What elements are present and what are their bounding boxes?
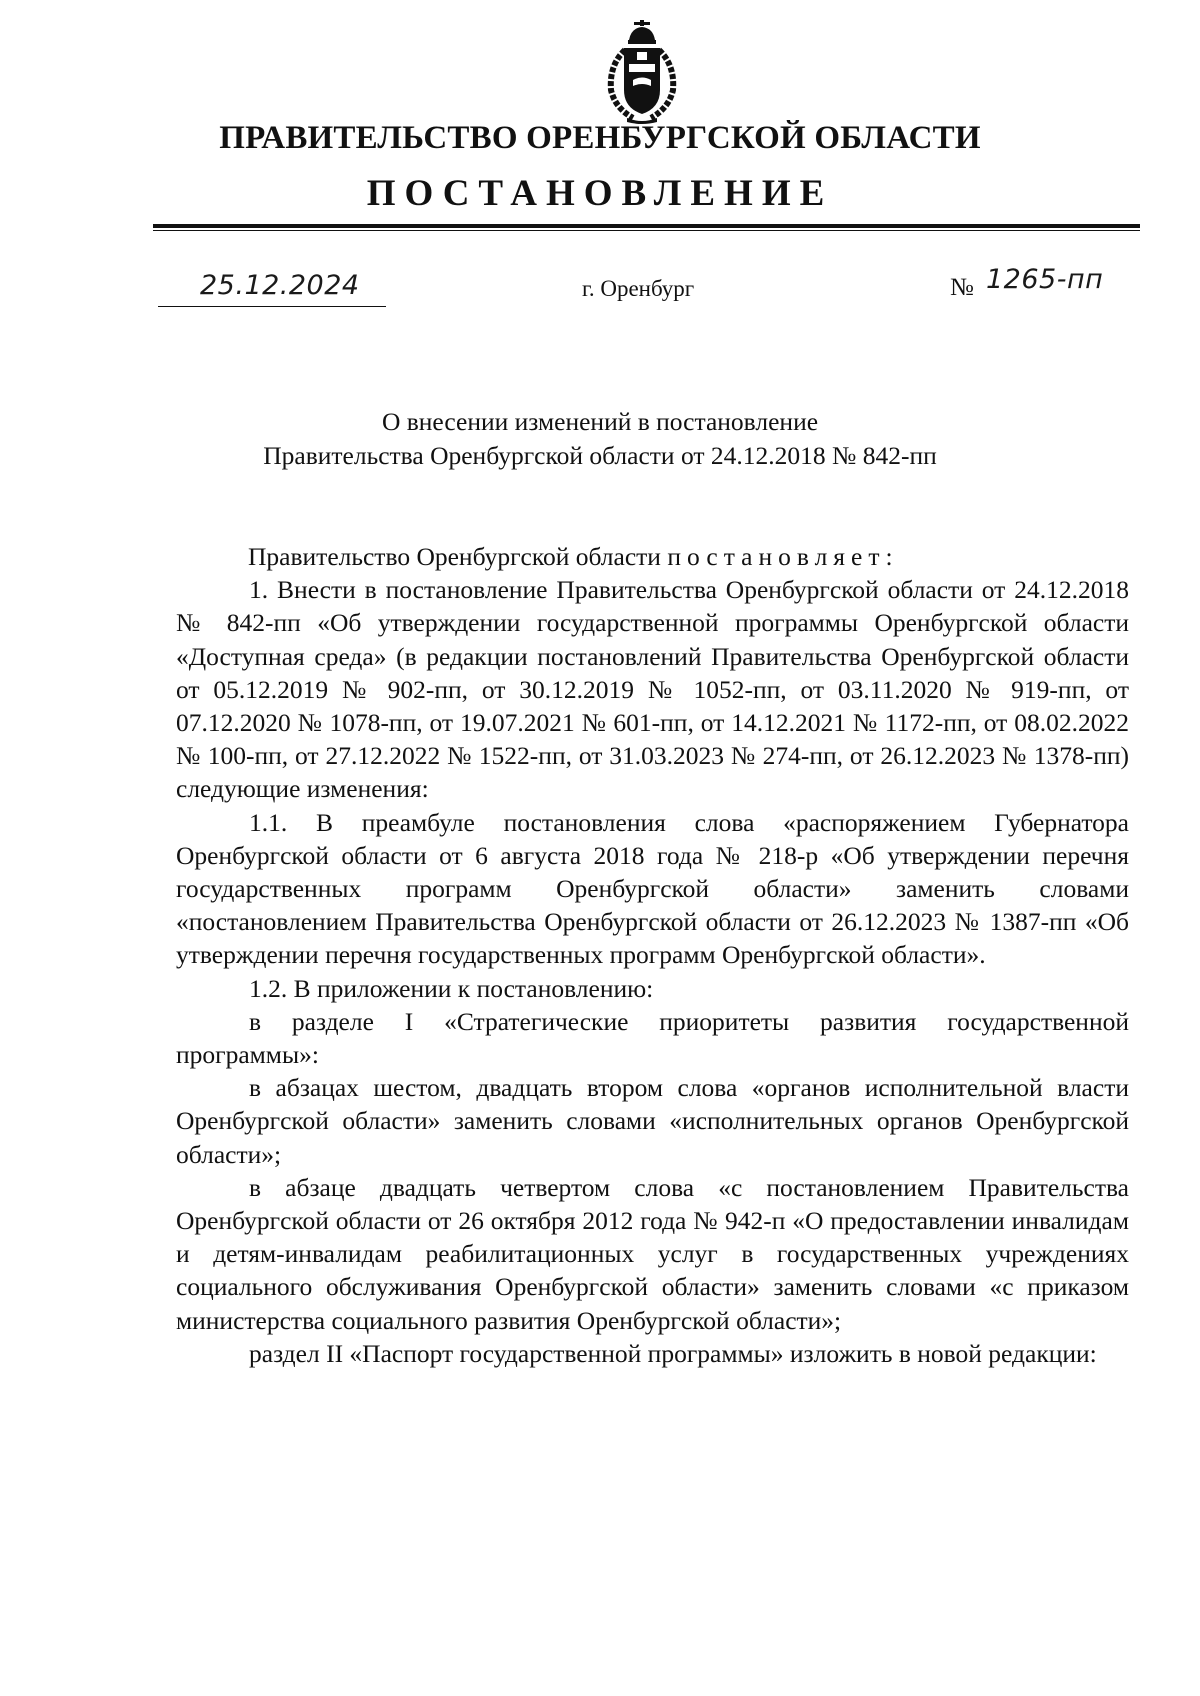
date-field [158, 270, 386, 307]
coat-of-arms-icon [603, 20, 681, 125]
paragraph-1-1: 1.1. В преамбуле постановления слова «распоряжением Губернатора Оренбургской области от 6 августа 2018 года № 218-р «Об утверждении перечня государственных программ Оренбургской области» заменить словами «постановлением Правительства Оренбургской области от 26.12.2023 № 1387-пп «Об утверждении перечня государственных программ Оренбургской области». [176, 807, 1129, 970]
document-type: ПОСТАНОВЛЕНИЕ [366, 173, 834, 214]
paragraph-1: 1. Внести в постановление Правительства Оренбургской области от 24.12.2018 № 842-пп «Об утверждении государственной программы Оренбургской области «Доступная среда» (в редакции постановлений Правительства Оренбургской области от 05.12.2019 № 902-пп, от 30.12.2019 № 1052-пп, от 03.11.2020 № 919-пп, от 07.12.2020 № 1078-пп, от 19.07.2021 № 601-пп, от 14.12.2021 № 1172-пп, от 08.02.2022 № 100-пп, от 27.12.2022 № 1522-пп, от 31.03.2023 № 274-пп, от 26.12.2023 № 1378-пп) следующие изменения: [176, 575, 1129, 804]
intro-decree-word: постановляет: [667, 542, 899, 571]
number-label: № [950, 274, 974, 301]
government-name: ПРАВИТЕЛЬСТВО ОРЕНБУРГСКОЙ ОБЛАСТИ [219, 120, 981, 156]
city: г. Оренбург [582, 276, 695, 301]
paragraph-section-1: в разделе I «Стратегические приоритеты развития государственной программы»: [176, 1006, 1129, 1070]
header-rule-thick [153, 224, 1140, 228]
paragraph-section-2: раздел II «Паспорт государственной программы» изложить в новой редакции: [249, 1338, 1097, 1368]
document-body [176, 540, 1129, 1370]
header-rule-thin [153, 230, 1140, 231]
paragraph-1-2: 1.2. В приложении к постановлению: [249, 973, 654, 1003]
intro-paragraph [176, 540, 1129, 573]
handwritten-number: 1265-пп [986, 264, 1104, 295]
title-line-2: Правительства Оренбургской области от 24.12.2018 № 842-пп [263, 441, 937, 470]
intro-text: Правительство Оренбургской области [248, 542, 668, 571]
title-line-1: О внесении изменений в постановление [381, 407, 819, 436]
document-title [0, 405, 1200, 473]
paragraph-abz-24: в абзаце двадцать четвертом слова «с постановлением Правительства Оренбургской области от 26 октября 2012 года № 942-п «О предоставлении инвалидам и детям-инвалидам реабилитационных услуг в государственных учреждениях социального обслуживания Оренбургской области» заменить словами «с приказом министерства социального развития Оренбургской области»; [176, 1172, 1129, 1335]
handwritten-date: 25.12.2024 [200, 270, 360, 301]
paragraph-abz-6-22: в абзацах шестом, двадцать втором слова «органов исполнительной власти Оренбургской области» заменить словами «исполнительных органов Оренбургской области»; [176, 1073, 1129, 1169]
